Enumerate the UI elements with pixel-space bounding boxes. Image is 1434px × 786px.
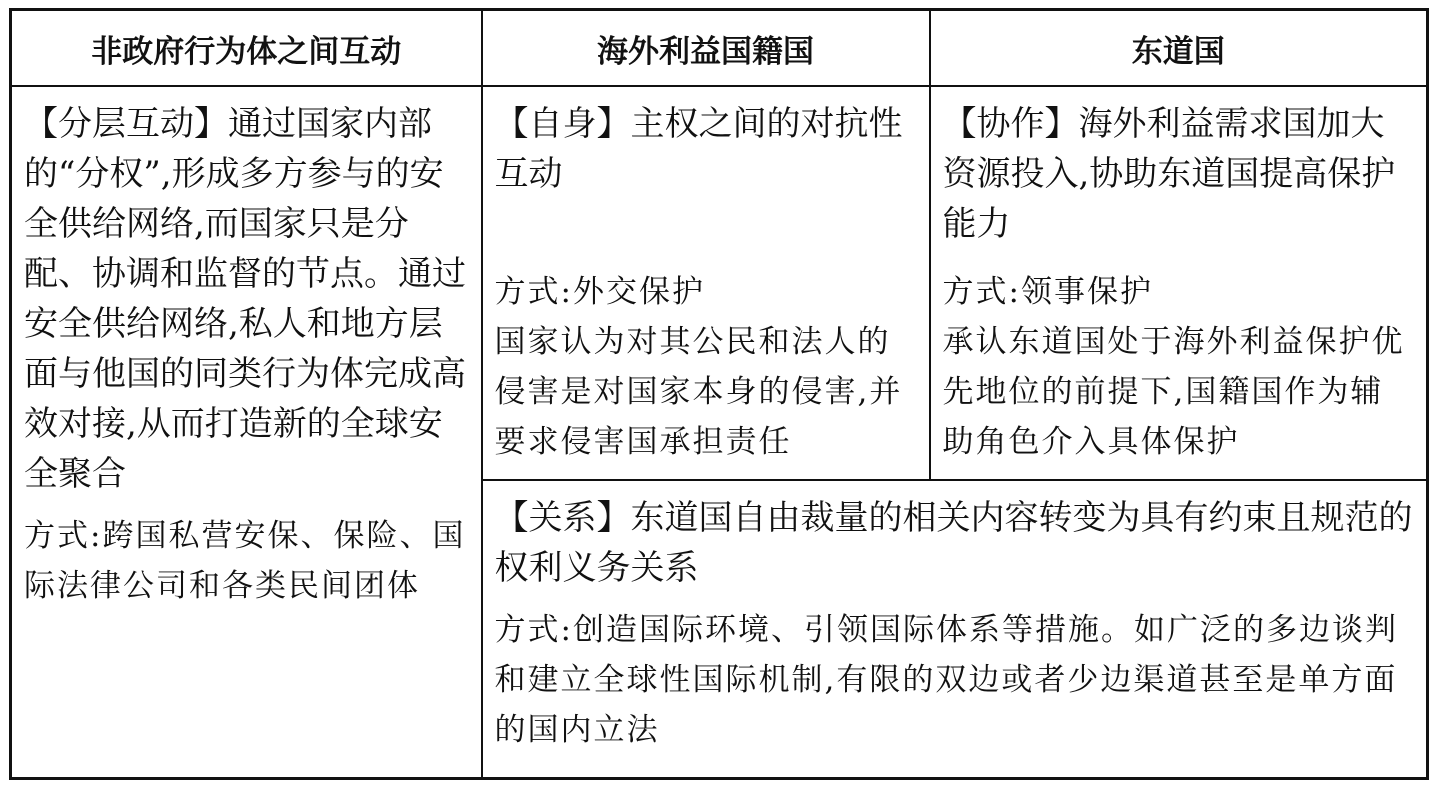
self-paragraph (495, 99, 919, 199)
cooperation-detail: 承认东道国处于海外利益保护优先地位的前提下,国籍国作为辅助角色介入具体保护 (942, 324, 1405, 460)
self-method: 方式:外交保护 (494, 274, 705, 310)
cooperation-paragraph (943, 99, 1417, 249)
comparison-table (9, 8, 1429, 780)
cell-relationship (482, 480, 1428, 779)
self-title: 【自身】 (494, 104, 631, 144)
header-nationality-state: 海外利益国籍国 (482, 10, 930, 87)
cooperation-title: 【协作】 (942, 104, 1079, 144)
layered-interaction-method: 方式:跨国私营安保、保险、国际法律公司和各类民间团体 (24, 518, 466, 604)
header-host-state: 东道国 (930, 10, 1428, 87)
self-detail: 国家认为对其公民和法人的侵害是对国家本身的侵害,并要求侵害国承担责任 (494, 324, 903, 460)
content-row-top (11, 86, 1428, 480)
layered-interaction-paragraph (24, 99, 471, 499)
cell-layered-interaction (11, 86, 482, 779)
relationship-text: 东道国自由裁量的相关内容转变为具有约束且规范的权利义务关系 (494, 498, 1413, 588)
cooperation-method: 方式:领事保护 (942, 274, 1153, 310)
relationship-method: 方式:创造国际环境、引领国际体系等措施。如广泛的多边谈判和建立全球性国际机制,有限的双边或者少边渠道甚至是单方面的国内立法 (494, 612, 1398, 748)
cooperation-text: 海外利益需求国加大资源投入,协助东道国提高保护能力 (942, 104, 1396, 244)
cell-self (482, 86, 930, 480)
layered-interaction-text: 通过国家内部的“分权”,形成多方参与的安全供给网络,而国家只是分配、协调和监督的节点。通过安全供给网络,私人和地方层面与他国的同类行为体完成高效对接,从而打造新的全球安全聚合 (24, 104, 466, 494)
relationship-paragraph (495, 493, 1417, 593)
layered-interaction-title: 【分层互动】 (24, 104, 228, 144)
cell-cooperation (930, 86, 1428, 480)
relationship-title: 【关系】 (494, 498, 631, 538)
header-row (11, 10, 1428, 87)
self-text: 主权之间的对抗性互动 (494, 104, 903, 194)
header-nongovernmental: 非政府行为体之间互动 (11, 10, 482, 87)
